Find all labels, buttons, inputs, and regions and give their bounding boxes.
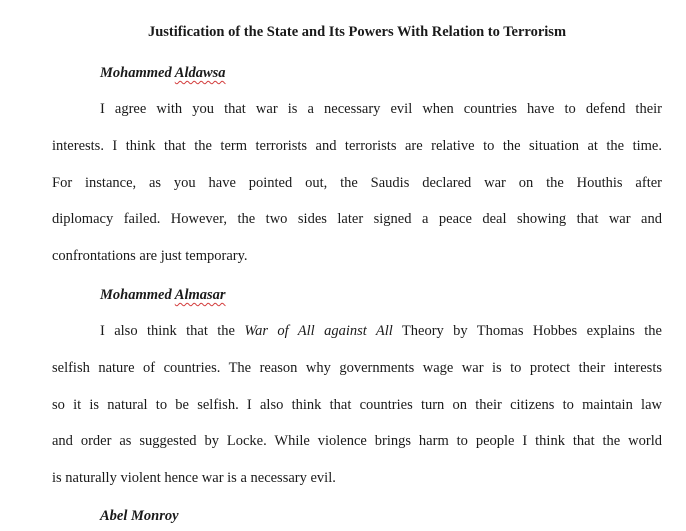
response-paragraph-almasar (52, 313, 662, 497)
author-first-name: Mohammed (100, 287, 172, 303)
author-last-name: Monroy (131, 508, 179, 524)
line-text-after: Theory by Thomas Hobbes explains the (392, 323, 662, 339)
paragraph-line: diplomacy failed. However, the two sides later signed a peace deal showing that war and (52, 211, 662, 228)
paragraph-line: selfish nature of countries. The reason why governments wage war is to protect their interests (52, 359, 662, 376)
paragraph-line: so it is natural to be selfish. I also think that countries turn on their citizens to maintain law (52, 396, 662, 413)
author-last-name: Almasar (174, 287, 226, 303)
author-first-name: Abel (100, 508, 128, 524)
paragraph-line: I agree with you that war is a necessary evil when countries have to defend their (100, 101, 662, 117)
author-first-name: Mohammed (100, 65, 172, 81)
line-text-before: I also think that the (100, 323, 245, 339)
paragraph-line: confrontations are just temporary. (52, 248, 248, 265)
paragraph-line (52, 313, 662, 350)
paragraph-line: and order as suggested by Locke. While violence brings harm to people I think that the world (52, 433, 662, 450)
author-last-name: Aldawsa (174, 65, 226, 81)
response-paragraph-aldawsa (52, 91, 662, 275)
theory-title: War of All against All (244, 323, 393, 339)
response-author-monroy (100, 506, 179, 526)
response-author-aldawsa (100, 63, 226, 83)
response-author-almasar (100, 285, 226, 305)
paragraph-line: interests. I think that the term terrorists and terrorists are relative to the situation at the time. (52, 137, 662, 154)
paragraph-line: is naturally violent hence war is a necessary evil. (52, 470, 336, 487)
document-title: Justification of the State and Its Powers With Relation to Terrorism (147, 24, 567, 40)
paragraph-line: For instance, as you have pointed out, the Saudis declared war on the Houthis after (52, 174, 662, 191)
